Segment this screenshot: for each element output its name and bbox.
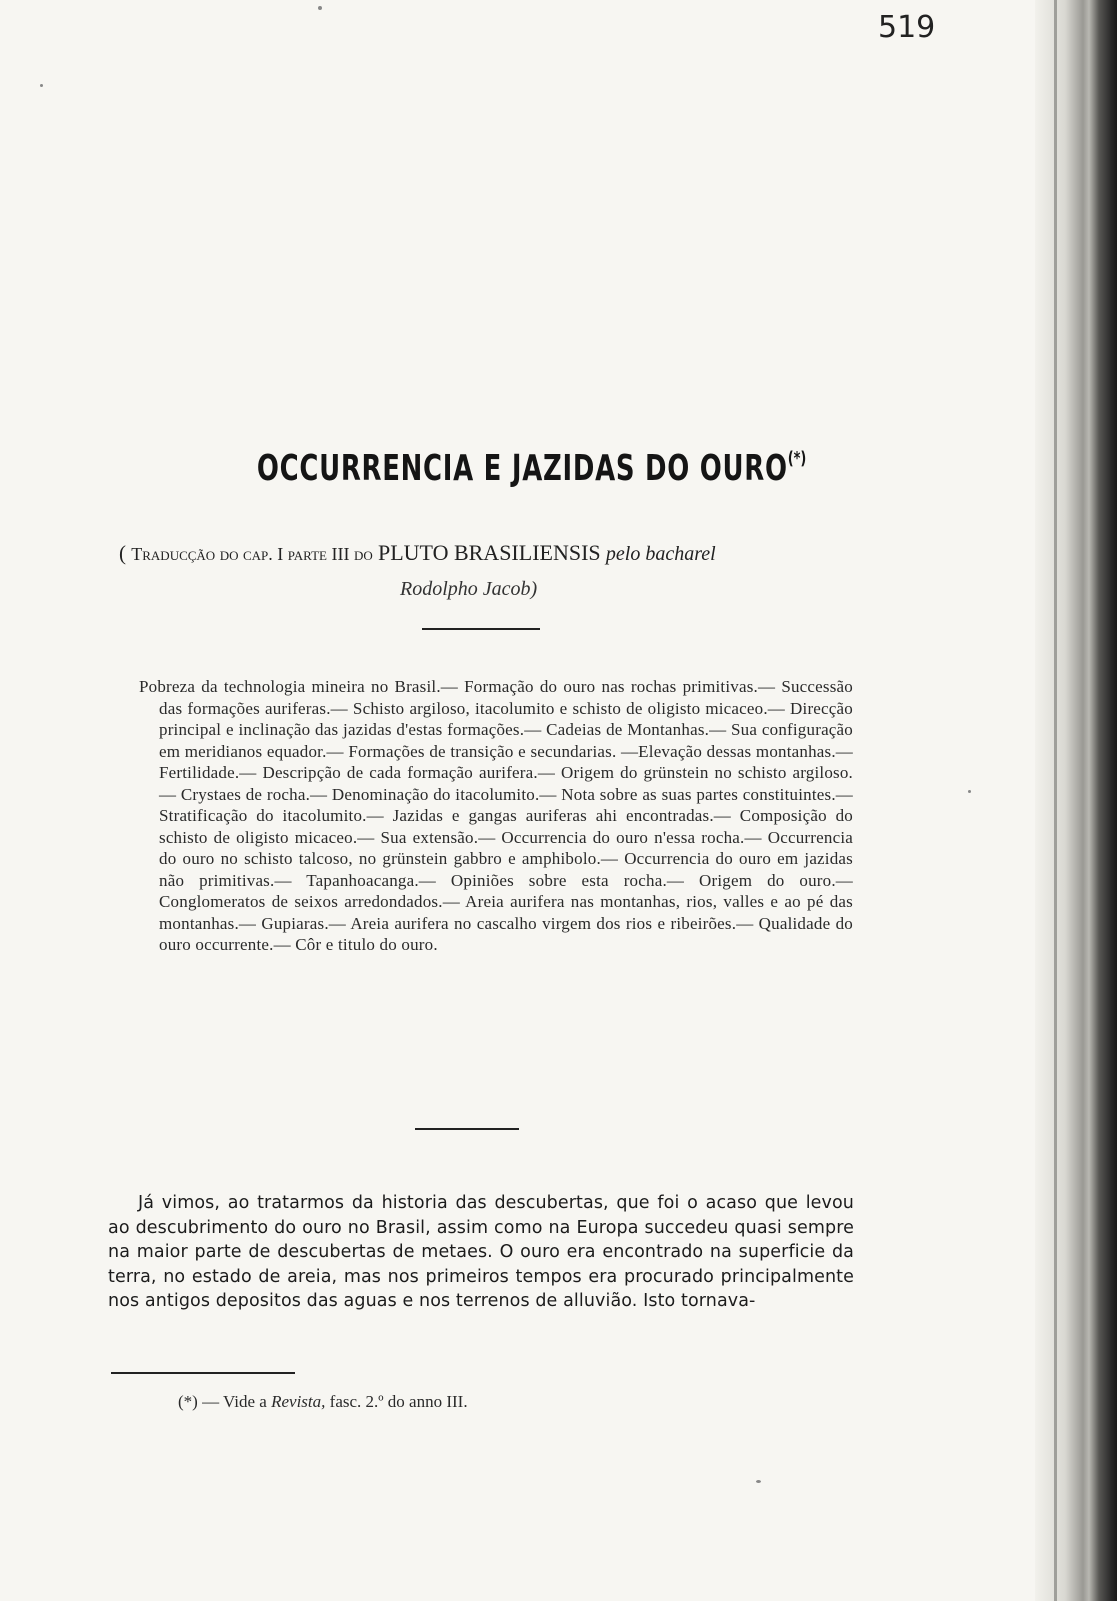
footnote-rule [111,1372,295,1374]
print-speck [968,790,971,793]
footnote-mark: (*) — [178,1392,220,1411]
subtitle-author: Rodolpho Jacob [400,578,531,600]
title-footnote-mark: (*) [787,448,807,469]
footnote-journal: Revista, [271,1392,326,1411]
title-block [150,448,850,489]
binding-shadow-line [1054,0,1057,1601]
footnote-text-1: Vide a [223,1392,267,1411]
subtitle-work-title: PLUTO BRASILIENSIS [377,540,601,565]
title-text: OCCURRENCIA E JAZIDAS DO OURO [256,448,788,489]
page-binding-edge [1035,0,1117,1601]
divider-rule [422,628,540,630]
divider-rule [415,1128,519,1130]
subtitle-by: pelo bacharel [605,543,716,565]
article-title [257,448,806,489]
footnote [178,1392,468,1412]
subtitle-open-paren: ( [119,541,132,565]
subtitle-label: Traducção do cap. I parte III do [131,544,373,564]
subtitle-author-line [400,578,537,601]
print-speck [756,1480,761,1483]
subtitle-close-paren: ) [530,578,538,600]
footnote-text-2: fasc. 2.º do anno III. [329,1392,468,1411]
body-paragraph: Já vimos, ao tratarmos da historia das descubertas, que foi o acaso que levou ao descubrimento do ouro no Brasil, assim como na Europa succedeu quasi sempre na maior parte de descubertas de metaes. O ouro era encontrado na superficie da terra, no estado de areia, mas nos primeiros tempos era procurado principalmente nos antigos depositos das aguas e nos terrenos de alluvião. Isto tornava- [108,1193,854,1311]
chapter-summary: Pobreza da technologia mineira no Brasil.— Formação do ouro nas rochas primitivas.— Successão das formações auriferas.— Schisto argiloso, itacolumito e schisto de oligisto micaceo.— Direcção principal e inclinação das jazidas d'estas formações.— Cadeias de Montanhas.— Sua configuração em meridianos equador.— Formações de transição e secundarias. —Elevação dessas montanhas.— Fertilidade.— Descripção de cada formação aurifera.— Origem do grünstein no schisto argiloso.— Crystaes de rocha.— Denominação do itacolumito.— Nota sobre as suas partes constituintes.— Stratificação do itacolumito.— Jazidas e gangas auriferas ahi encontradas.— Composição do schisto de oligisto micaceo.— Sua extensão.— Occurrencia do ouro n'essa rocha.— Occurrencia do ouro no schisto talcoso, no grünstein gabbro e amphibolo.— Occurrencia do ouro em jazidas não primitivas.— Tapanhoacanga.— Opiniões sobre esta rocha.— Origem do ouro.— Conglomeratos de seixos arredondados.— Areia aurifera nas montanhas, rios, valles e ao pé das montanhas.— Gupiaras.— Areia aurifera no cascalho virgem dos rios e ribeirões.— Qualidade do ouro occurrente.— Côr e titulo do ouro. [139,677,853,954]
print-speck [318,6,322,10]
subtitle [119,540,859,566]
print-speck [40,84,43,87]
page-number: 519 [878,10,936,45]
